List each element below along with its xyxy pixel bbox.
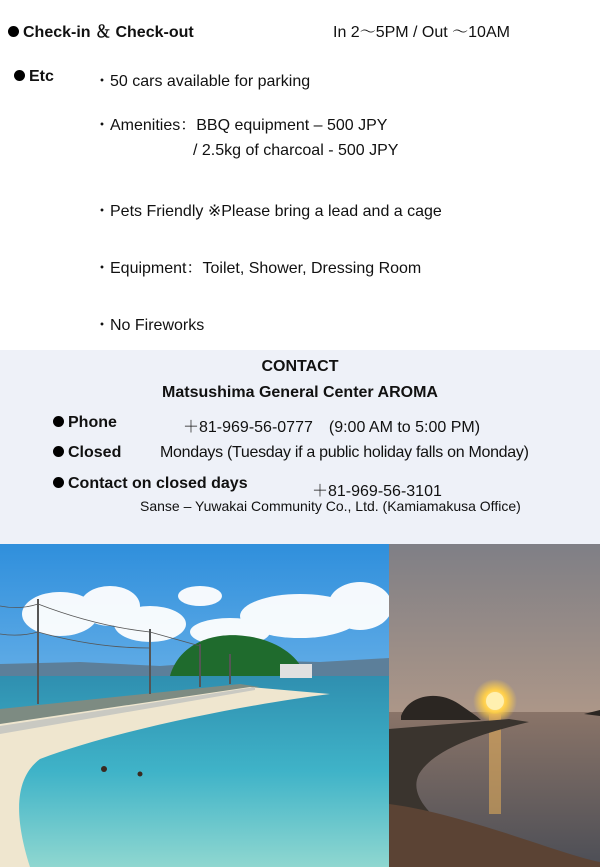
closed-days-row <box>53 475 248 493</box>
closed-value: Mondays (Tuesday if a public holiday falls on Monday) <box>160 444 529 461</box>
etc-item-fireworks: ・No Fireworks <box>94 317 205 334</box>
etc-row <box>14 68 54 86</box>
bullet-dot-icon <box>53 477 64 488</box>
contact-org: Matsushima General Center AROMA <box>162 384 438 401</box>
closed-label: Closed <box>68 444 122 461</box>
checkin-row <box>8 19 194 42</box>
beach-photo <box>0 544 389 867</box>
bullet-dot-icon <box>53 416 64 427</box>
bullet-dot-icon <box>8 26 19 37</box>
phone-label: Phone <box>68 414 117 431</box>
etc-label: Etc <box>29 68 54 85</box>
bullet-dot-icon <box>53 446 64 457</box>
beach-photo-illustration <box>0 544 389 867</box>
checkin-value: In 2〜5PM / Out 〜10AM <box>333 24 510 41</box>
phone-value: ＋81-969-56-0777 (9:00 AM to 5:00 PM) <box>183 419 481 436</box>
phone-row <box>53 414 117 432</box>
closed-days-label: Contact on closed days <box>68 475 248 492</box>
closed-row <box>53 444 121 462</box>
etc-item-equipment: ・Equipment：Toilet, Shower, Dressing Room <box>94 260 422 277</box>
checkin-label: Check-in ＆ Check-out <box>23 24 194 41</box>
sunset-photo-illustration <box>389 544 600 867</box>
contact-title: CONTACT <box>261 358 339 375</box>
closed-days-org: Sanse – Yuwakai Community Co., Ltd. (Kamiamakusa Office) <box>140 498 521 514</box>
etc-item-parking: ・50 cars available for parking <box>94 73 311 90</box>
closed-days-value: ＋81-969-56-3101 <box>312 483 442 500</box>
etc-item-pets: ・Pets Friendly ※Please bring a lead and a cage <box>94 203 442 220</box>
etc-item-charcoal: / 2.5kg of charcoal - 500 JPY <box>193 142 399 159</box>
etc-item-amenities: ・Amenities：BBQ equipment – 500 JPY <box>94 117 388 134</box>
contact-panel <box>0 350 600 544</box>
bullet-dot-icon <box>14 70 25 81</box>
sunset-photo <box>389 544 600 867</box>
